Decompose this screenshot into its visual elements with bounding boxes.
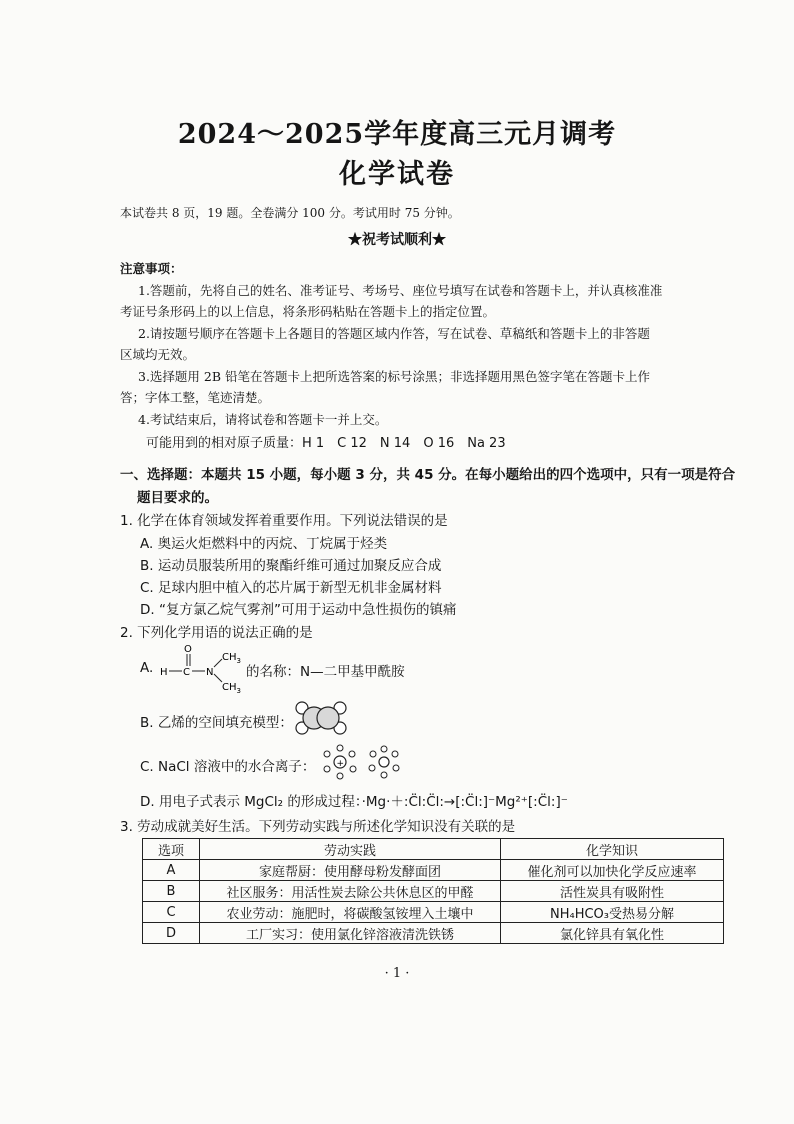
section-heading: 一、选择题：本题共 15 小题，每小题 3 分，共 45 分。在每小题给出的四个选项中，只有一项是符合 xyxy=(120,467,736,483)
note-line: 4.考试结束后，请将试卷和答题卡一并上交。 xyxy=(138,412,388,427)
note-line: 区域均无效。 xyxy=(120,347,196,362)
column-header: 劳动实践 xyxy=(200,839,501,860)
table-cell: NH₄HCO₃受热易分解 xyxy=(501,902,724,923)
table-row xyxy=(143,923,724,944)
q1-stem: 1. 化学在体育领域发挥着重要作用。下列说法错误的是 xyxy=(120,513,448,529)
q2-option-d-text: D. 用电子式表示 MgCl₂ 的形成过程：·Mg·＋:C̈l:C̈l:→[:C̈l:]⁻Mg²⁺[:C̈l:]⁻ xyxy=(140,794,568,810)
note-line: 答；字体工整，笔迹清楚。 xyxy=(120,390,271,405)
column-header: 化学知识 xyxy=(501,839,724,860)
table-cell: A xyxy=(143,860,200,881)
table-cell: 活性炭具有吸附性 xyxy=(501,881,724,902)
dmf-h-label: H xyxy=(160,667,168,678)
atomic-masses: 可能用到的相对原子质量：H 1 C 12 N 14 O 16 Na 23 xyxy=(146,436,506,451)
q1-option-b: B. 运动员服装所用的聚酯纤维可通过加聚反应合成 xyxy=(140,558,442,574)
hydrated-ions-diagram xyxy=(320,742,404,782)
table-cell: 社区服务：用活性炭去除公共休息区的甲醛 xyxy=(200,881,501,902)
dmf-structure-diagram xyxy=(158,642,248,694)
exam-subject: 化学试卷 xyxy=(339,159,455,190)
table-cell: 家庭帮厨：使用酵母粉发酵面团 xyxy=(200,860,501,881)
table-cell: 农业劳动：施肥时，将碳酸氢铵埋入土壤中 xyxy=(200,902,501,923)
page-number: · 1 · xyxy=(384,966,410,981)
section-heading-cont: 题目要求的。 xyxy=(137,490,218,506)
note-line: 2.请按题号顺序在答题卡上各题目的答题区域内作答，写在试卷、草稿纸和答题卡上的非答题 xyxy=(138,326,650,341)
exam-intro: 本试卷共 8 页，19 题。全卷满分 100 分。考试用时 75 分钟。 xyxy=(120,206,460,220)
note-line: 1.答题前，先将自己的姓名、准考证号、考场号、座位号填写在试卷和答题卡上，并认真核准准 xyxy=(138,283,663,298)
column-header: 选项 xyxy=(143,839,200,860)
q2-option-a-text: 的名称：N—二甲基甲酰胺 xyxy=(246,664,405,680)
table-cell: 催化剂可以加快化学反应速率 xyxy=(501,860,724,881)
table-row xyxy=(143,881,724,902)
dmf-c-label: C xyxy=(183,667,190,678)
table-cell: C xyxy=(143,902,200,923)
table-cell: 工厂实习：使用氯化锌溶液清洗铁锈 xyxy=(200,923,501,944)
hydrated-anion-icon xyxy=(369,746,399,778)
blessing-line: ★祝考试顺利★ xyxy=(348,232,446,248)
q2-option-a-label: A. xyxy=(140,660,154,676)
q1-option-d: D. “复方氯乙烷气雾剂”可用于运动中急性损伤的镇痛 xyxy=(140,602,457,618)
dmf-methyl-2: $CH_3$ xyxy=(222,682,241,694)
exam-title: 2024～2025学年度高三元月调考 xyxy=(177,119,617,150)
dmf-o-label: O xyxy=(184,644,192,655)
table-cell: D xyxy=(143,923,200,944)
table-cell: B xyxy=(143,881,200,902)
dmf-n-label: N xyxy=(206,667,214,678)
ethylene-space-filling-model xyxy=(294,700,348,736)
table-cell: 氯化锌具有氧化性 xyxy=(501,923,724,944)
q1-option-c: C. 足球内胆中植入的芯片属于新型无机非金属材料 xyxy=(140,580,442,596)
note-line: 考证号条形码上的以上信息，将条形码粘贴在答题卡上的指定位置。 xyxy=(120,304,496,319)
dmf-methyl-1: $CH_3$ xyxy=(222,652,241,665)
q2-stem: 2. 下列化学用语的说法正确的是 xyxy=(120,625,313,641)
note-line: 3.选择题用 2B 铅笔在答题卡上把所选答案的标号涂黑；非选择题用黑色签字笔在答题卡上作 xyxy=(138,369,651,384)
table-row xyxy=(143,860,724,881)
bond-line xyxy=(214,674,222,682)
hydrated-cation-icon xyxy=(324,745,356,779)
q3-stem: 3. 劳动成就美好生活。下列劳动实践与所述化学知识没有关联的是 xyxy=(120,819,516,835)
table-header-row xyxy=(143,839,724,860)
q1-option-a: A. 奥运火炬燃料中的丙烷、丁烷属于烃类 xyxy=(140,536,388,552)
table-row xyxy=(143,902,724,923)
q2-option-c-text: C. NaCl 溶液中的水合离子： xyxy=(140,759,316,775)
q2-option-b-text: B. 乙烯的空间填充模型： xyxy=(140,715,293,731)
notes-heading: 注意事项： xyxy=(120,261,183,276)
svg-text:+: + xyxy=(336,759,345,769)
q3-table xyxy=(142,838,724,944)
bond-line xyxy=(214,659,222,667)
